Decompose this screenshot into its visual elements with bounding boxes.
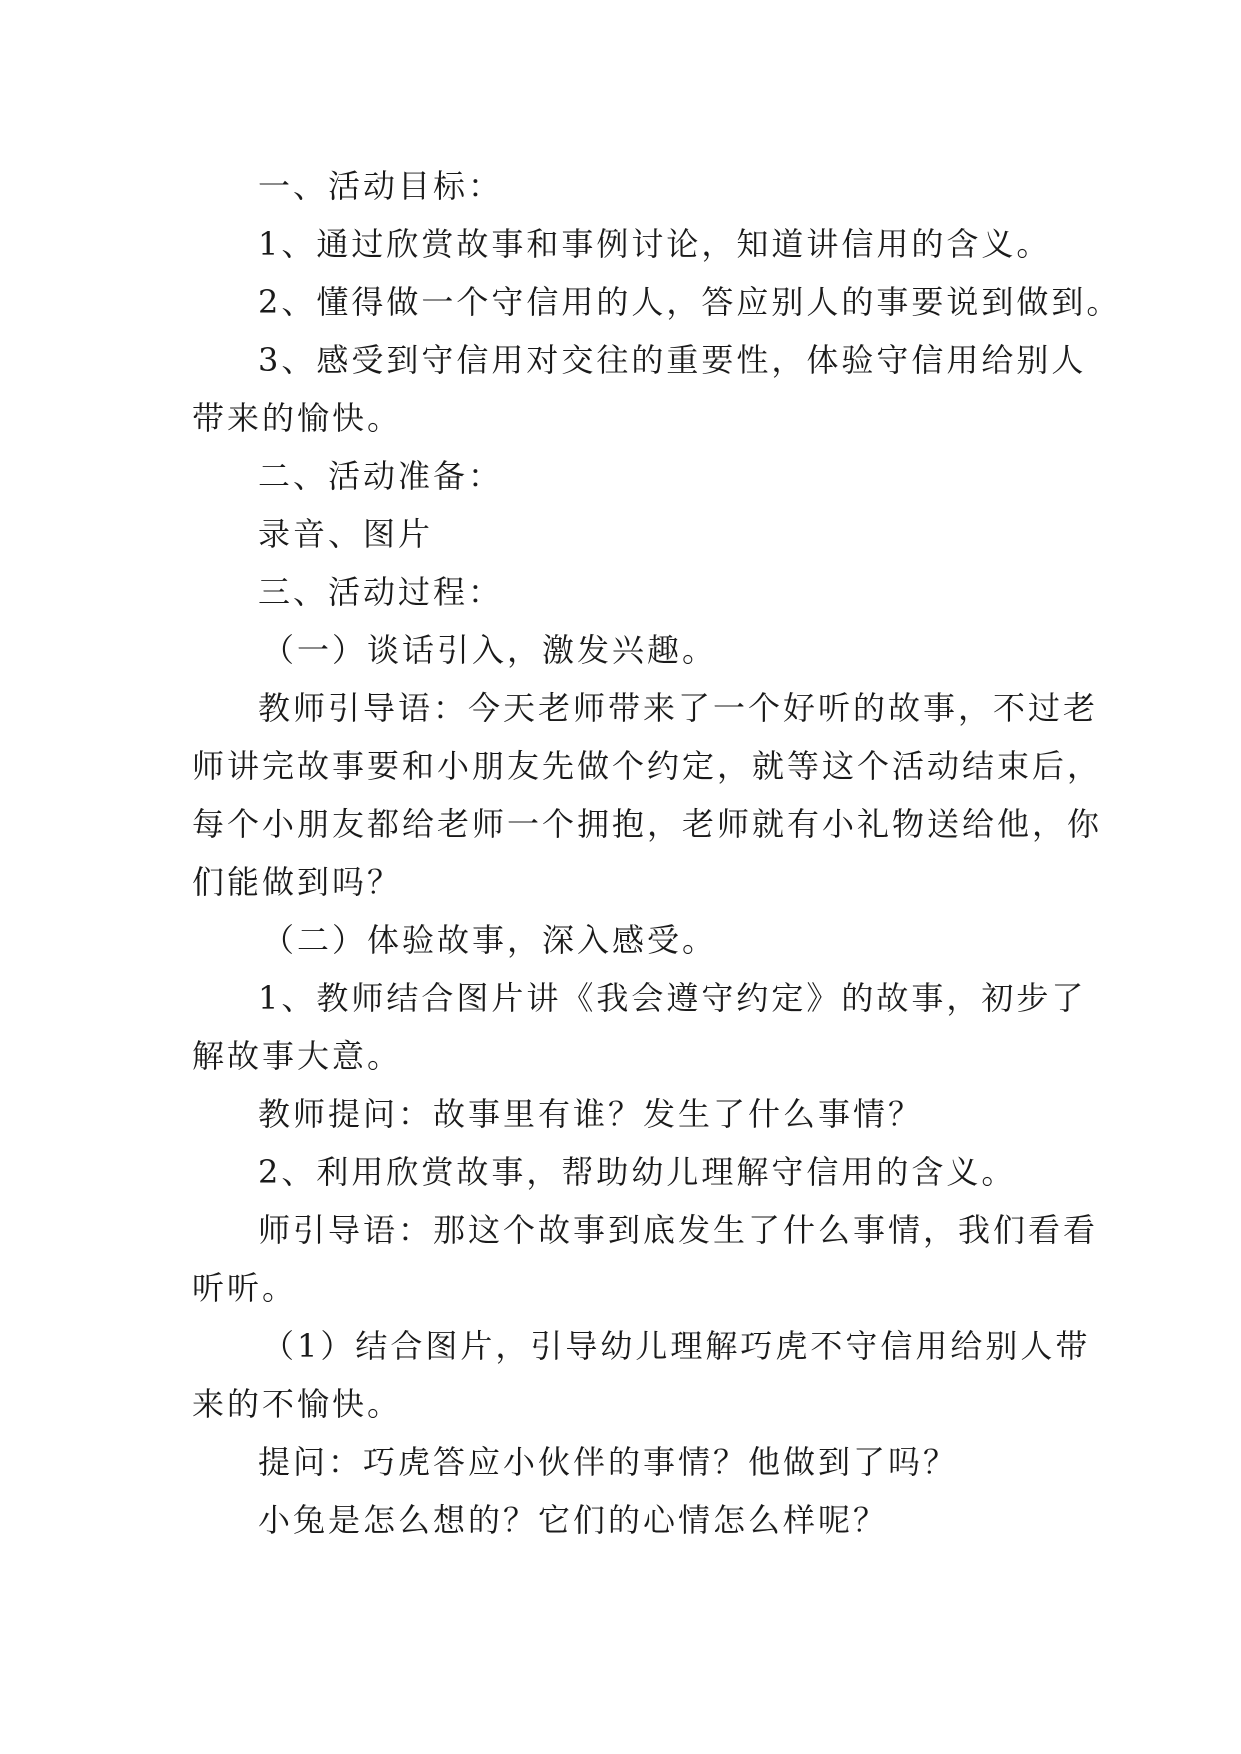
paragraph-line: 师讲完故事要和小朋友先做个约定，就等这个活动结束后， xyxy=(192,747,1103,785)
paragraph-line: 2、懂得做一个守信用的人，答应别人的事要说到做到。 xyxy=(258,283,1122,321)
paragraph-line: 教师引导语：今天老师带来了一个好听的故事，不过老 xyxy=(258,689,1099,727)
paragraph-line: 们能做到吗？ xyxy=(192,863,403,901)
paragraph-line: 1、通过欣赏故事和事例讨论，知道讲信用的含义。 xyxy=(258,225,1052,263)
section-heading-preparation: 二、活动准备： xyxy=(258,457,504,495)
paragraph-line: （1）结合图片，引导幼儿理解巧虎不守信用给别人带 xyxy=(262,1327,1091,1365)
subsection-heading: （二）体验故事，深入感受。 xyxy=(262,921,718,959)
paragraph-line: 带来的愉快。 xyxy=(192,399,403,437)
paragraph-line: 2、利用欣赏故事，帮助幼儿理解守信用的含义。 xyxy=(258,1153,1017,1191)
section-heading-process: 三、活动过程： xyxy=(258,573,504,611)
paragraph-line: 小兔是怎么想的？它们的心情怎么样呢？ xyxy=(258,1501,889,1539)
paragraph-line: 3、感受到守信用对交往的重要性，体验守信用给别人 xyxy=(258,341,1087,379)
paragraph-line: 1、教师结合图片讲《我会遵守约定》的故事，初步了 xyxy=(258,979,1087,1017)
section-heading-goals: 一、活动目标： xyxy=(258,167,504,205)
paragraph-line: 提问：巧虎答应小伙伴的事情？他做到了吗？ xyxy=(258,1443,959,1481)
subsection-heading: （一）谈话引入，激发兴趣。 xyxy=(262,631,718,669)
paragraph-line: 教师提问：故事里有谁？发生了什么事情？ xyxy=(258,1095,924,1133)
paragraph-line: 师引导语：那这个故事到底发生了什么事情，我们看看 xyxy=(258,1211,1099,1249)
paragraph-line: 录音、图片 xyxy=(258,515,434,553)
paragraph-line: 解故事大意。 xyxy=(192,1037,403,1075)
paragraph-line: 来的不愉快。 xyxy=(192,1385,403,1423)
paragraph-line: 听听。 xyxy=(192,1269,298,1307)
paragraph-line: 每个小朋友都给老师一个拥抱，老师就有小礼物送给他，你 xyxy=(192,805,1103,843)
